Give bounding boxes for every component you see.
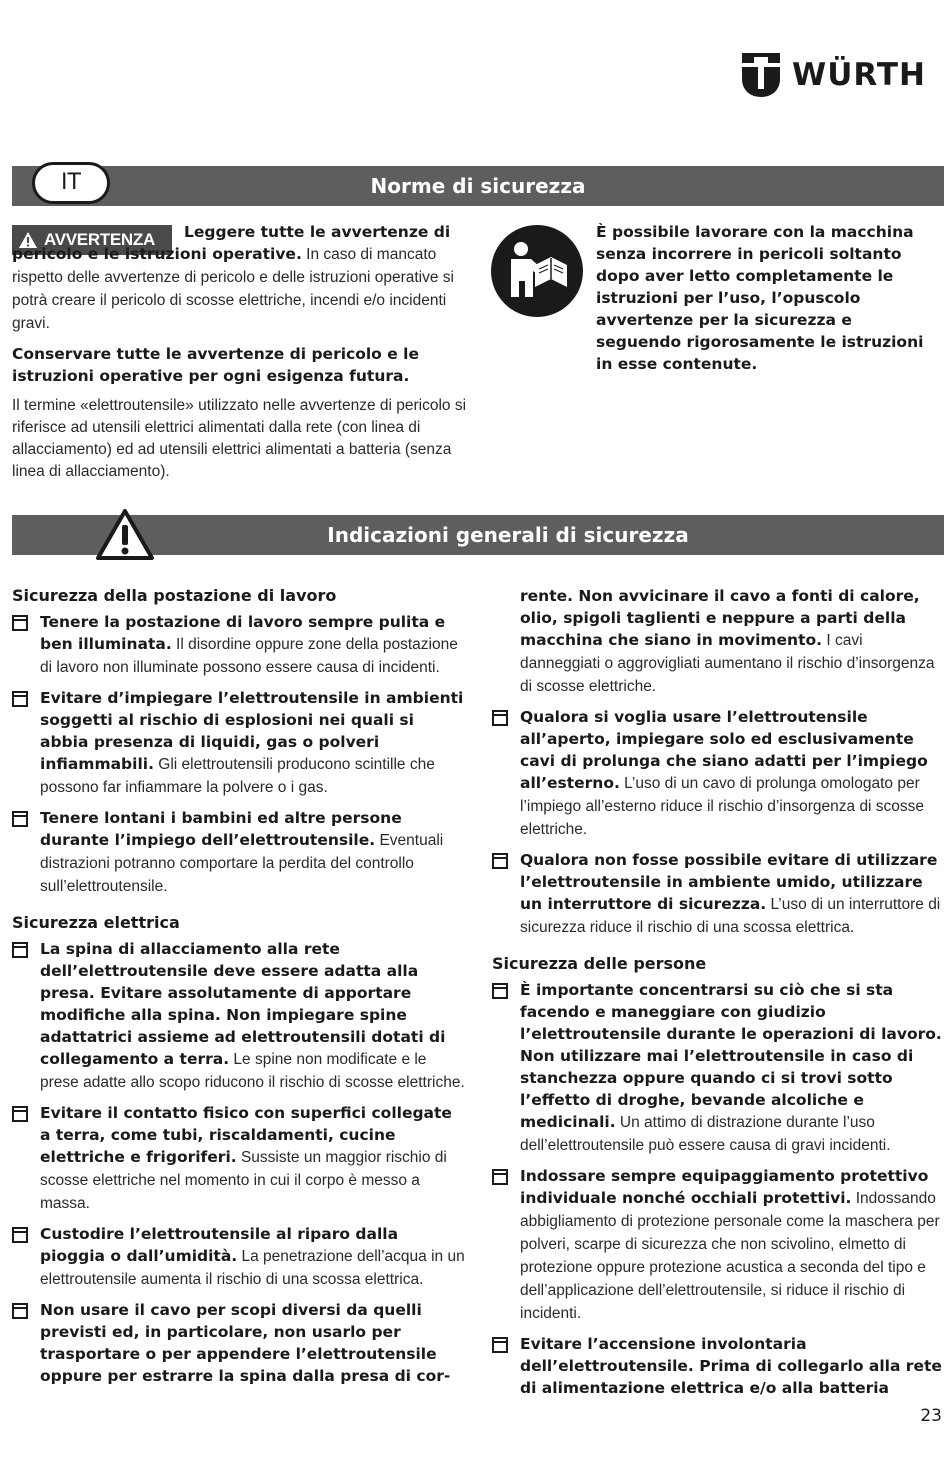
list-item (492, 979, 942, 1157)
list-item (492, 1165, 942, 1325)
intro-lead-text: In caso di mancato rispetto delle avvertenze di pericolo e delle istruzioni operative si potrà creare il pericolo di scosse elettriche, incendi e/o incidenti gravi. (12, 246, 454, 332)
warning-badge-label: AVVERTENZA (44, 230, 155, 249)
checkbox-icon (492, 1337, 508, 1353)
language-badge: IT (32, 162, 110, 204)
item-text: Un attimo di distrazione durante l’uso dell’elettroutensile può essere causa di gravi incidenti. (520, 1114, 891, 1154)
intro-lead-bold: Leggere tutte le avvertenze di pericolo e le istruzioni operative. (12, 223, 451, 263)
list-item-continued (492, 585, 942, 698)
checkbox-icon (12, 1106, 28, 1122)
item-text: Le spine non modificate e le prese adatte allo scopo riducono il rischio di scosse elettriche. (40, 1051, 465, 1091)
section-header-safety-rules (12, 166, 944, 206)
item-text: L’uso di un interruttore di sicurezza riduce il rischio di una scossa elettrica. (520, 896, 941, 936)
section-header-general-safety (12, 515, 944, 555)
electrical-heading: Sicurezza elettrica (12, 913, 180, 932)
item-bold: La spina di allacciamento alla rete dell’elettroutensile deve essere adatta alla presa. Evitare assolutamente di apportare modifiche alla spina. Non impiegare spine adattatrici assieme ad elettroutensili dotati di collegamento a terra. (40, 940, 446, 1068)
checkbox-icon (12, 1227, 28, 1243)
item-bold: Tenere la postazione di lavoro sempre pulita e ben illuminata. (40, 613, 446, 653)
item-bold: Non usare il cavo per scopi diversi da quelli previsti ed, in particolare, non usarlo per trasportare o per appendere l’elettroutensile oppure per estrarre la spina dalla presa di cor- (40, 1301, 451, 1385)
list-item (12, 1223, 467, 1291)
item-text: L’uso di un cavo di prolunga omologato per l’impiego all’esterno riduce il rischio d’insorgenza di scosse elettriche. (520, 775, 925, 838)
persons-heading: Sicurezza delle persone (492, 954, 707, 973)
item-bold: È importante concentrarsi su ciò che si sta facendo e maneggiare con giudizio l’elettroutensile durante le operazioni di lavoro. Non utilizzare mai l’elettroutensile in caso di stanchezza oppure quando ci si trovi sotto l’effetto di droghe, bevande alcoliche e medicinali. (520, 981, 942, 1131)
checkbox-icon (12, 942, 28, 958)
read-manual-icon (491, 225, 583, 317)
workplace-heading: Sicurezza della postazione di lavoro (12, 586, 337, 605)
intro-term-definition: Il termine «elettroutensile» utilizzato nelle avvertenze di pericolo si riferisce ad utensili elettrici alimentati dalla rete (con linea di allacciamento) ed ad utensili elettrici alimentati a batteria (senza linea di allacciamento). (12, 397, 467, 480)
list-item (12, 1102, 467, 1215)
item-text: Eventuali distrazioni potranno comportare la perdita del controllo sull’elettroutensile. (40, 832, 444, 895)
item-bold: Tenere lontani i bambini ed altre persone durante l’impiego dell’elettroutensile. (40, 809, 402, 849)
intro-right-text: È possibile lavorare con la macchina senza incorrere in pericoli soltanto dopo aver letto completamente le istruzioni per l’uso, l’opuscolo avvertenze per la sicurezza e seguendo rigorosamente le istruzioni in esse contenute. (596, 223, 924, 373)
list-item (12, 938, 467, 1094)
list-item (492, 706, 942, 841)
item-text: I cavi danneggiati o aggrovigliati aumentano il rischio d’insorgenza di scosse elettriche. (520, 632, 935, 695)
list-item (12, 611, 467, 679)
item-bold: Qualora non fosse possibile evitare di utilizzare l’elettroutensile in ambiente umido, utilizzare un interruttore di sicurezza. (520, 851, 938, 913)
list-item (492, 849, 942, 939)
right-column (492, 585, 942, 1408)
wurth-logo (742, 52, 942, 98)
item-text: Sussiste un maggior rischio di scosse elettriche nel momento in cui il corpo è messo a massa. (40, 1149, 447, 1212)
item-text: Indossando abbigliamento di protezione personale come la maschera per polveri, scarpe di sicurezza che non scivolino, elmetto di protezione oppure protezione acustica a seconda del tipo e dell’applicazione dell’elettroutensile, si riduce il rischio di incidenti. (520, 1190, 940, 1322)
item-bold: Evitare l’accensione involontaria dell’elettroutensile. Prima di collegarlo alla rete di alimentazione elettrica e/o alla batteria (520, 1335, 942, 1397)
checkbox-icon (492, 710, 508, 726)
list-item (492, 1333, 942, 1400)
item-text: La penetrazione dell’acqua in un elettroutensile aumenta il rischio di una scossa elettrica. (40, 1248, 465, 1288)
item-bold: Custodire l’elettroutensile al riparo dalla pioggia o dall’umidità. (40, 1225, 399, 1265)
list-item (12, 687, 467, 799)
item-bold: Evitare il contatto fisico con superfici collegate a terra, come tubi, riscaldamenti, cucine elettriche e frigoriferi. (40, 1104, 452, 1166)
page-number: 23 (920, 1406, 942, 1426)
left-column (12, 585, 467, 1396)
item-text: Il disordine oppure zone della postazione di lavoro non illuminate possono essere causa di incidenti. (40, 636, 458, 676)
intro-keep-instructions: Conservare tutte le avvertenze di pericolo e le istruzioni operative per ogni esigenza futura. (12, 345, 419, 385)
item-bold: Evitare d’impiegare l’elettroutensile in ambienti soggetti al rischio di esplosioni nei quali si abbia presenza di liquidi, gas o polveri infiammabili. (40, 689, 464, 773)
checkbox-icon (12, 615, 28, 631)
list-item (12, 1299, 467, 1388)
item-bold: Indossare sempre equipaggiamento protettivo individuale nonché occhiali protettivi. (520, 1167, 929, 1207)
item-text: Gli elettroutensili producono scintille che possono far infiammare la polvere o i gas. (40, 756, 435, 796)
intro-left-text (12, 221, 467, 491)
section-title: Indicazioni generali di sicurezza (327, 523, 689, 547)
checkbox-icon (12, 691, 28, 707)
checkbox-icon (492, 1169, 508, 1185)
checkbox-icon (12, 1303, 28, 1319)
item-bold: Qualora si voglia usare l’elettroutensile all’aperto, impiegare solo ed esclusivamente cavi di prolunga che siano adatti per l’impiego all’esterno. (520, 708, 928, 792)
wurth-emblem-icon (742, 53, 780, 97)
checkbox-icon (492, 983, 508, 999)
page-title: Norme di sicurezza (370, 174, 586, 198)
list-item (12, 807, 467, 898)
checkbox-icon (492, 853, 508, 869)
item-bold: rente. Non avvicinare il cavo a fonti di calore, olio, spigoli taglienti e neppure a parti della macchina che siano in movimento. (520, 587, 920, 649)
brand-name: WÜRTH (792, 57, 926, 93)
checkbox-icon (12, 811, 28, 827)
